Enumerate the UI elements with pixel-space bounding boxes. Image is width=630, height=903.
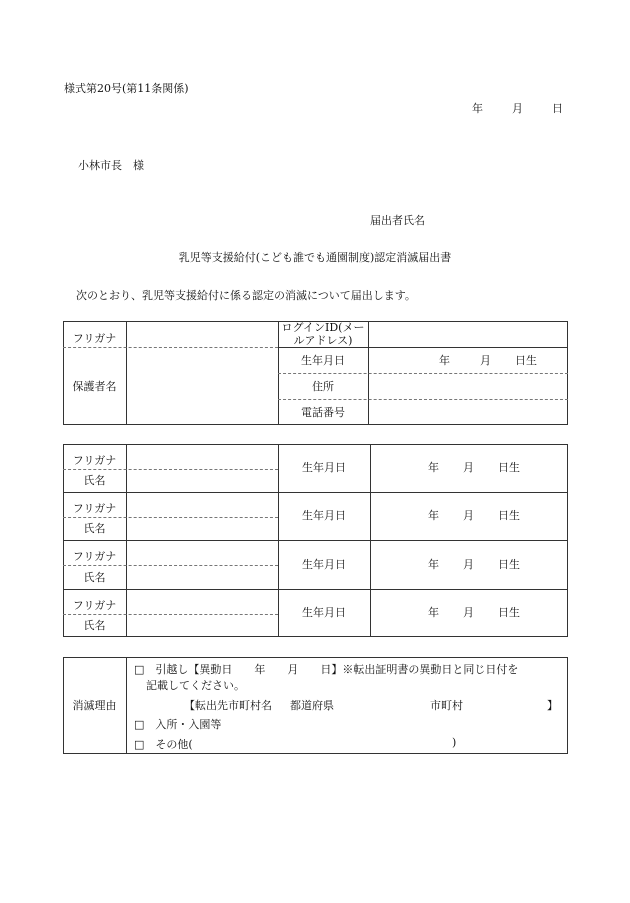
child4-birth-year: 年 xyxy=(428,606,439,619)
child1-name-field[interactable] xyxy=(126,470,278,492)
child3-furigana-field[interactable] xyxy=(126,541,278,565)
child1-name-label: 氏名 xyxy=(83,474,106,487)
child1-birth-year: 年 xyxy=(428,461,439,474)
date-line xyxy=(472,100,563,116)
guardian-birthdate-label: 生年月日 xyxy=(301,353,345,367)
child2-name-label: 氏名 xyxy=(83,522,106,535)
guardian-furigana-label: フリガナ xyxy=(72,331,117,345)
reason-moving-note: 記載してください。 xyxy=(146,679,245,692)
address-label: 住所 xyxy=(312,379,334,393)
child1-furigana-label: フリガナ xyxy=(72,453,117,467)
child1-birth-day: 日生 xyxy=(498,461,520,474)
date-year-label: 年 xyxy=(472,102,483,115)
phone-field[interactable] xyxy=(369,400,568,425)
guardian-name-label: 保護者名 xyxy=(72,379,117,393)
intro-text: 次のとおり、乳児等支援給付に係る認定の消滅について届出します。 xyxy=(76,289,416,302)
child1-birthdate-label: 生年月日 xyxy=(302,461,346,474)
child3-name-label: 氏名 xyxy=(83,570,106,584)
guardian-birth-year: 年 xyxy=(439,353,450,367)
login-id-field[interactable] xyxy=(369,322,568,347)
destination-prefix: 【転出先市町村名 xyxy=(184,699,272,712)
child2-birth-month: 月 xyxy=(463,509,474,522)
destination-bracket-close: 】 xyxy=(547,699,558,712)
child3-birthdate-field[interactable] xyxy=(370,540,568,589)
child3-furigana-label: フリガナ xyxy=(72,549,117,563)
child3-birth-day: 日生 xyxy=(498,557,520,571)
child2-birthdate-label: 生年月日 xyxy=(302,509,346,522)
child2-furigana-label: フリガナ xyxy=(72,501,117,515)
child4-furigana-field[interactable] xyxy=(126,590,278,614)
child1-birth-month: 月 xyxy=(463,461,474,474)
reason-moving-option[interactable] xyxy=(134,661,518,677)
guardian-furigana-field[interactable] xyxy=(126,322,278,347)
date-month-label: 月 xyxy=(512,102,523,115)
child3-birth-month: 月 xyxy=(463,557,474,571)
child2-name-field[interactable] xyxy=(126,518,278,540)
reason-moving-text: □ 引越し【異動日 年 月 日】※転出証明書の異動日と同じ日付を xyxy=(134,663,519,676)
child4-birthdate-field[interactable] xyxy=(370,589,568,637)
child3-birthdate-label: 生年月日 xyxy=(302,557,346,571)
child4-name-field[interactable] xyxy=(126,615,278,637)
login-id-label-line1: ログインID(メー xyxy=(281,321,365,334)
child4-birth-month: 月 xyxy=(463,606,474,619)
destination-prefecture-label: 都道府県 xyxy=(290,699,334,712)
form-number: 様式第20号(第11条関係) xyxy=(64,82,189,95)
reason-admission-option[interactable]: □ 入所・入園等 xyxy=(134,718,222,731)
child4-birth-day: 日生 xyxy=(498,606,520,619)
document-title: 乳児等支援給付(こども誰でも通園制度)認定消滅届出書 xyxy=(178,251,452,264)
reason-other-close: ) xyxy=(452,736,457,749)
child4-name-label: 氏名 xyxy=(83,619,106,632)
guardian-name-field[interactable] xyxy=(126,348,278,425)
date-day-label: 日 xyxy=(552,102,563,115)
guardian-birth-month: 月 xyxy=(480,353,491,367)
child3-birth-year: 年 xyxy=(428,557,439,571)
child1-furigana-field[interactable] xyxy=(126,445,278,469)
phone-label: 電話番号 xyxy=(301,405,345,419)
reason-label: 消滅理由 xyxy=(72,698,117,712)
guardian-birthdate-field[interactable] xyxy=(369,348,568,373)
child2-birth-year: 年 xyxy=(428,509,439,522)
child2-birthdate-field[interactable] xyxy=(370,492,568,540)
child1-birthdate-field[interactable] xyxy=(370,444,568,492)
login-id-label xyxy=(278,321,368,347)
child4-birthdate-label: 生年月日 xyxy=(302,606,346,619)
child4-furigana-label: フリガナ xyxy=(72,598,117,612)
applicant-name-label: 届出者氏名 xyxy=(370,214,425,227)
login-id-label-line2: ルアドレス) xyxy=(293,334,353,347)
addressee: 小林市長 様 xyxy=(78,159,144,172)
child2-furigana-field[interactable] xyxy=(126,493,278,517)
destination-city-label: 市町村 xyxy=(430,699,463,712)
guardian-birth-day: 日生 xyxy=(515,353,537,367)
child2-birth-day: 日生 xyxy=(498,509,520,522)
reason-other-option[interactable]: □ その他( xyxy=(134,738,193,751)
address-field[interactable] xyxy=(369,374,568,399)
child3-name-field[interactable] xyxy=(126,566,278,589)
